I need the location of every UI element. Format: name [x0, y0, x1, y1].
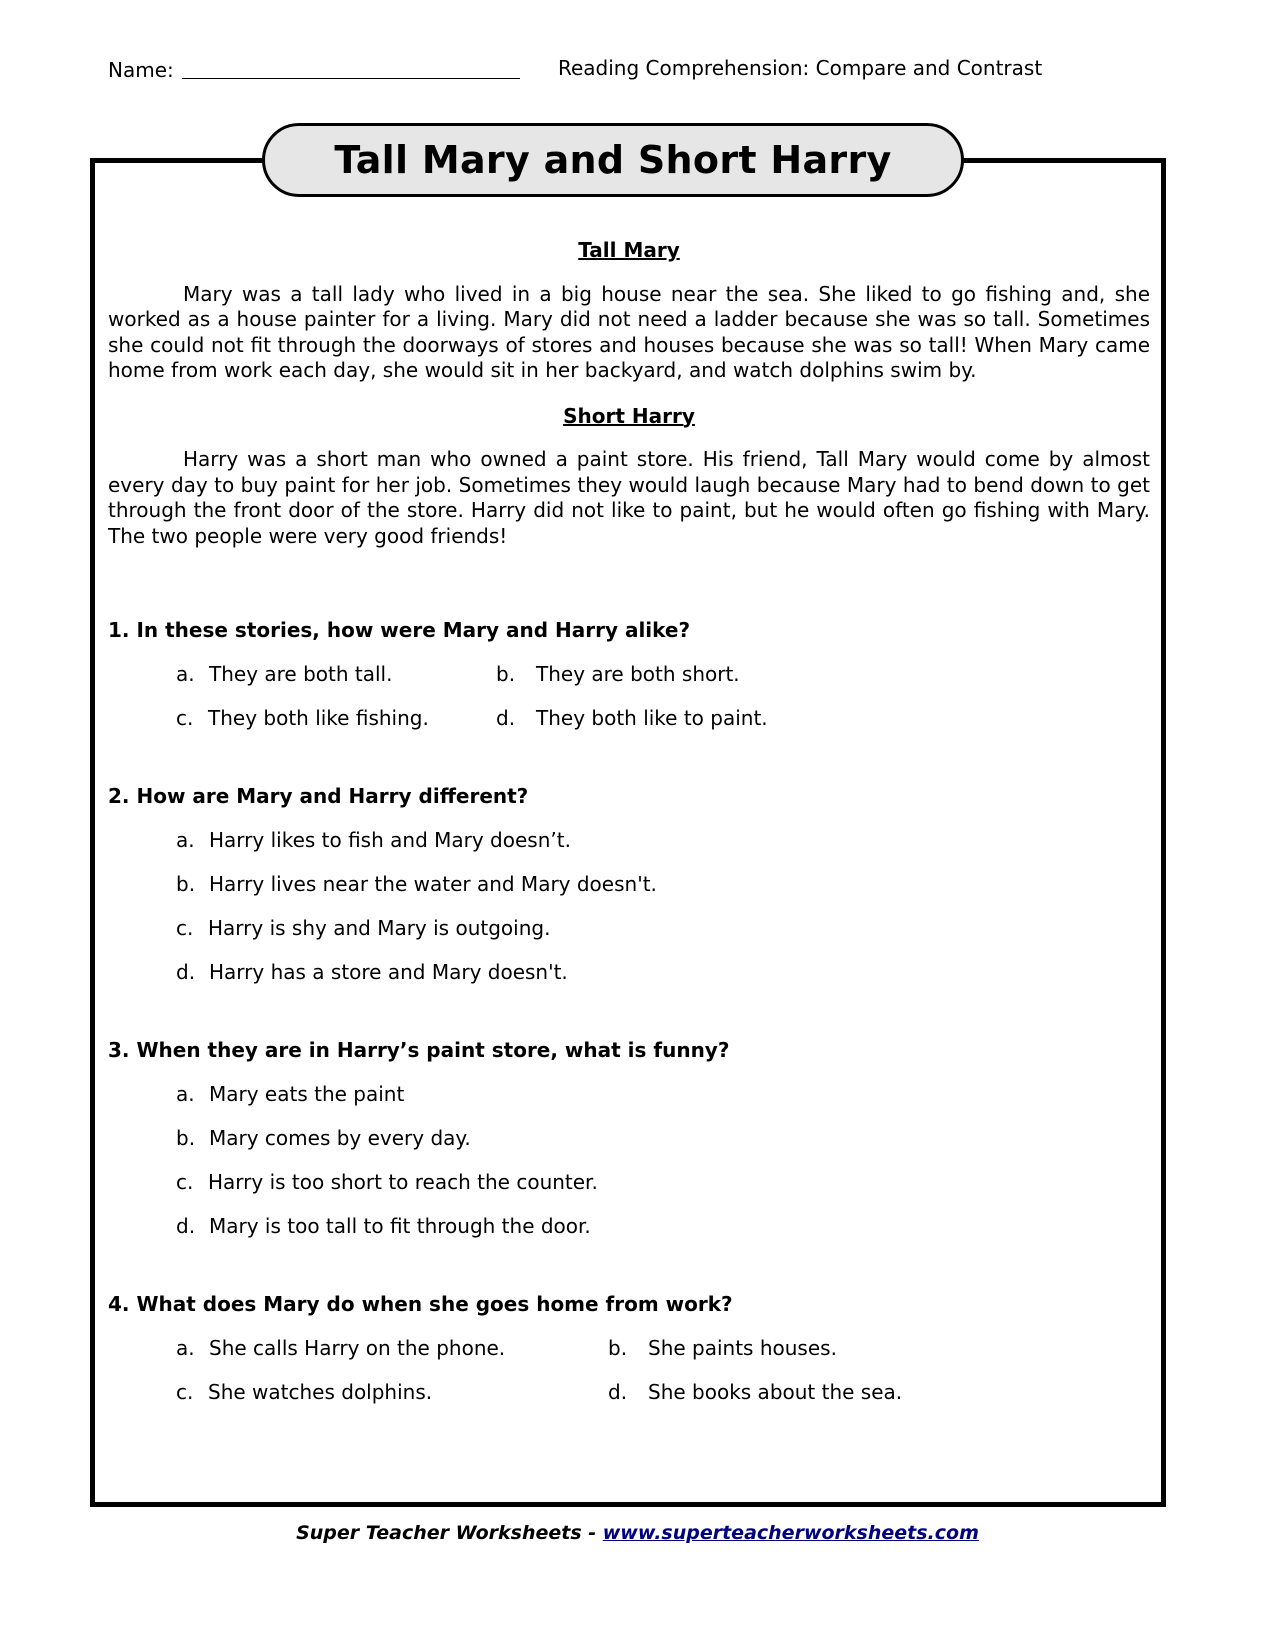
footer-link[interactable]: www.superteacherworksheets.com: [602, 1522, 979, 1544]
question-2-option-b[interactable]: [176, 872, 657, 896]
option-letter: b.: [608, 1336, 628, 1360]
question-3-option-d[interactable]: [176, 1214, 591, 1238]
story-title-short-harry: Short Harry: [563, 403, 695, 428]
option-letter: d.: [496, 706, 516, 730]
question-1: [108, 618, 1150, 730]
option-text: She books about the sea.: [648, 1380, 903, 1404]
option-text: Mary comes by every day.: [209, 1126, 471, 1150]
footer-brand: Super Teacher Worksheets -: [296, 1522, 603, 1544]
stories-section: [108, 238, 1150, 569]
option-letter: c.: [176, 1170, 194, 1194]
name-label: Name:: [108, 58, 174, 82]
option-letter: b.: [176, 872, 196, 896]
question-4-option-d[interactable]: [608, 1380, 902, 1404]
option-letter: a.: [176, 1336, 195, 1360]
question-3-option-a[interactable]: [176, 1082, 404, 1106]
page-footer: [0, 1522, 1275, 1544]
question-2-option-d[interactable]: [176, 960, 568, 984]
title-banner: [262, 123, 964, 197]
question-3-option-b[interactable]: [176, 1126, 471, 1150]
option-letter: d.: [608, 1380, 628, 1404]
question-1-option-c[interactable]: [176, 706, 429, 730]
option-text: They are both short.: [536, 662, 740, 686]
question-4: [108, 1292, 1150, 1404]
option-letter: c.: [176, 706, 194, 730]
question-3-option-c[interactable]: [176, 1170, 598, 1194]
story-title-tall-mary: Tall Mary: [578, 238, 680, 262]
question-2-option-c[interactable]: [176, 916, 550, 940]
question-2-option-a[interactable]: [176, 828, 571, 852]
option-letter: a.: [176, 1082, 195, 1106]
story-text-tall-mary: Mary was a tall lady who lived in a big house near the sea. She liked to go fishing and, she worked as a house painter for a living. Mary did not need a ladder because she was so tall. Sometimes she could not fit through the doorways of stores and houses because she was so tall! When Mary came home from work each day, she would sit in her backyard, and watch dolphins swim by.: [108, 281, 1150, 382]
question-2-text: 2. How are Mary and Harry different?: [108, 784, 529, 808]
name-blank-line[interactable]: [182, 56, 520, 79]
option-text: Harry likes to fish and Mary doesn’t.: [209, 828, 571, 852]
option-text: Harry is too short to reach the counter.: [208, 1170, 598, 1194]
option-letter: d.: [176, 960, 196, 984]
option-text: Harry has a store and Mary doesn't.: [209, 960, 568, 984]
option-letter: b.: [176, 1126, 196, 1150]
option-letter: b.: [496, 662, 516, 686]
option-letter: a.: [176, 828, 195, 852]
question-4-text: 4. What does Mary do when she goes home from work?: [108, 1292, 733, 1316]
question-1-text: 1. In these stories, how were Mary and Harry alike?: [108, 618, 691, 642]
question-1-option-d[interactable]: [496, 706, 768, 730]
option-text: She watches dolphins.: [208, 1380, 433, 1404]
question-2: [108, 784, 1150, 984]
option-text: Mary eats the paint: [209, 1082, 405, 1106]
option-text: She paints houses.: [648, 1336, 837, 1360]
page-title: Tall Mary and Short Harry: [334, 138, 892, 182]
option-text: They both like to paint.: [536, 706, 768, 730]
option-text: Harry is shy and Mary is outgoing.: [208, 916, 551, 940]
question-3: [108, 1038, 1150, 1238]
question-4-option-b[interactable]: [608, 1336, 837, 1360]
option-text: Harry lives near the water and Mary doesn't.: [209, 872, 657, 896]
question-1-option-b[interactable]: [496, 662, 740, 686]
option-letter: d.: [176, 1214, 196, 1238]
question-3-text: 3. When they are in Harry’s paint store, what is funny?: [108, 1038, 730, 1062]
header-row: [108, 56, 1208, 82]
option-text: They both like fishing.: [208, 706, 429, 730]
option-letter: a.: [176, 662, 195, 686]
question-4-option-c[interactable]: [176, 1380, 432, 1404]
question-4-option-a[interactable]: [176, 1336, 505, 1360]
option-text: She calls Harry on the phone.: [209, 1336, 506, 1360]
story-text-short-harry: Harry was a short man who owned a paint store. His friend, Tall Mary would come by almost every day to buy paint for her job. Sometimes they would laugh because Mary had to bend down to get through the front door of the store. Harry did not like to paint, but he would often go fishing with Mary. The two people were very good friends!: [108, 447, 1150, 548]
question-1-option-a[interactable]: [176, 662, 392, 686]
option-text: They are both tall.: [209, 662, 393, 686]
worksheet-subject: Reading Comprehension: Compare and Contrast: [558, 56, 1043, 80]
option-letter: c.: [176, 916, 194, 940]
option-text: Mary is too tall to fit through the door.: [209, 1214, 591, 1238]
option-letter: c.: [176, 1380, 194, 1404]
